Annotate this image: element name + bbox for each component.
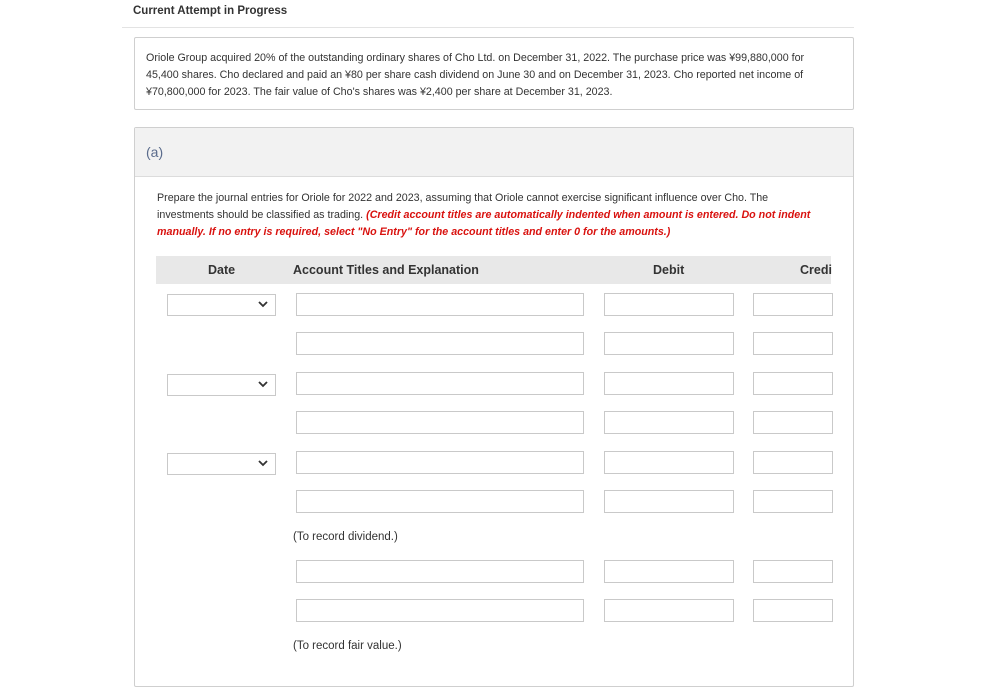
credit-input[interactable]	[753, 372, 833, 395]
account-column-header: Account Titles and Explanation	[293, 263, 479, 277]
status-text: Current Attempt in Progress	[133, 5, 288, 17]
credit-input[interactable]	[753, 490, 833, 513]
account-title-input[interactable]	[296, 293, 584, 316]
debit-input[interactable]	[604, 372, 734, 395]
debit-input[interactable]	[604, 411, 734, 434]
chevron-down-icon	[257, 298, 269, 310]
credit-input[interactable]	[753, 599, 833, 622]
part-a-section	[134, 127, 854, 687]
problem-statement-box	[134, 37, 854, 110]
credit-input[interactable]	[753, 451, 833, 474]
debit-input[interactable]	[604, 332, 734, 355]
account-title-input[interactable]	[296, 490, 584, 513]
problem-text: Oriole Group acquired 20% of the outstanding ordinary shares of Cho Ltd. on December 31, 2022. The purchase price was ¥99,880,000 for 45,400 shares. Cho declared and paid an ¥80 per share cash dividend on June 30 and on December 31, 2023. Cho reported net income of ¥70,800,000 for 2023. The fair value of Cho's shares was ¥2,400 per share at December 31, 2023.	[146, 52, 805, 98]
debit-input[interactable]	[604, 490, 734, 513]
account-title-input[interactable]	[296, 332, 584, 355]
date-select-2[interactable]	[167, 374, 276, 396]
debit-input[interactable]	[604, 599, 734, 622]
account-title-input[interactable]	[296, 372, 584, 395]
debit-input[interactable]	[604, 560, 734, 583]
instruction-text: Prepare the journal entries for Oriole for 2022 and 2023, assuming that Oriole cannot exercise significant influence over Cho. The investments should be classified as trading.	[157, 192, 769, 221]
account-title-input[interactable]	[296, 451, 584, 474]
instruction-warning: (Credit account titles are automatically indented when amount is entered. Do not indent manually. If no entry is required, select "No Entry" for the account titles and enter 0 for the amounts.)	[157, 209, 811, 238]
credit-column-header: Credi	[800, 263, 832, 277]
date-select-1[interactable]	[167, 294, 276, 316]
part-a-header	[135, 128, 853, 177]
chevron-down-icon	[257, 378, 269, 390]
account-title-input[interactable]	[296, 411, 584, 434]
instructions	[157, 190, 817, 241]
date-column-header: Date	[208, 263, 236, 277]
status-bar	[122, 0, 854, 28]
journal-table-header	[156, 256, 831, 284]
debit-column-header: Debit	[653, 263, 685, 277]
account-title-input[interactable]	[296, 599, 584, 622]
debit-input[interactable]	[604, 451, 734, 474]
fair-value-note: (To record fair value.)	[293, 640, 402, 652]
debit-input[interactable]	[604, 293, 734, 316]
part-a-label: (a)	[146, 144, 164, 160]
credit-input[interactable]	[753, 332, 833, 355]
credit-input[interactable]	[753, 560, 833, 583]
dividend-note: (To record dividend.)	[293, 531, 398, 543]
account-title-input[interactable]	[296, 560, 584, 583]
chevron-down-icon	[257, 457, 269, 469]
date-select-3[interactable]	[167, 453, 276, 475]
credit-input[interactable]	[753, 411, 833, 434]
credit-input[interactable]	[753, 293, 833, 316]
